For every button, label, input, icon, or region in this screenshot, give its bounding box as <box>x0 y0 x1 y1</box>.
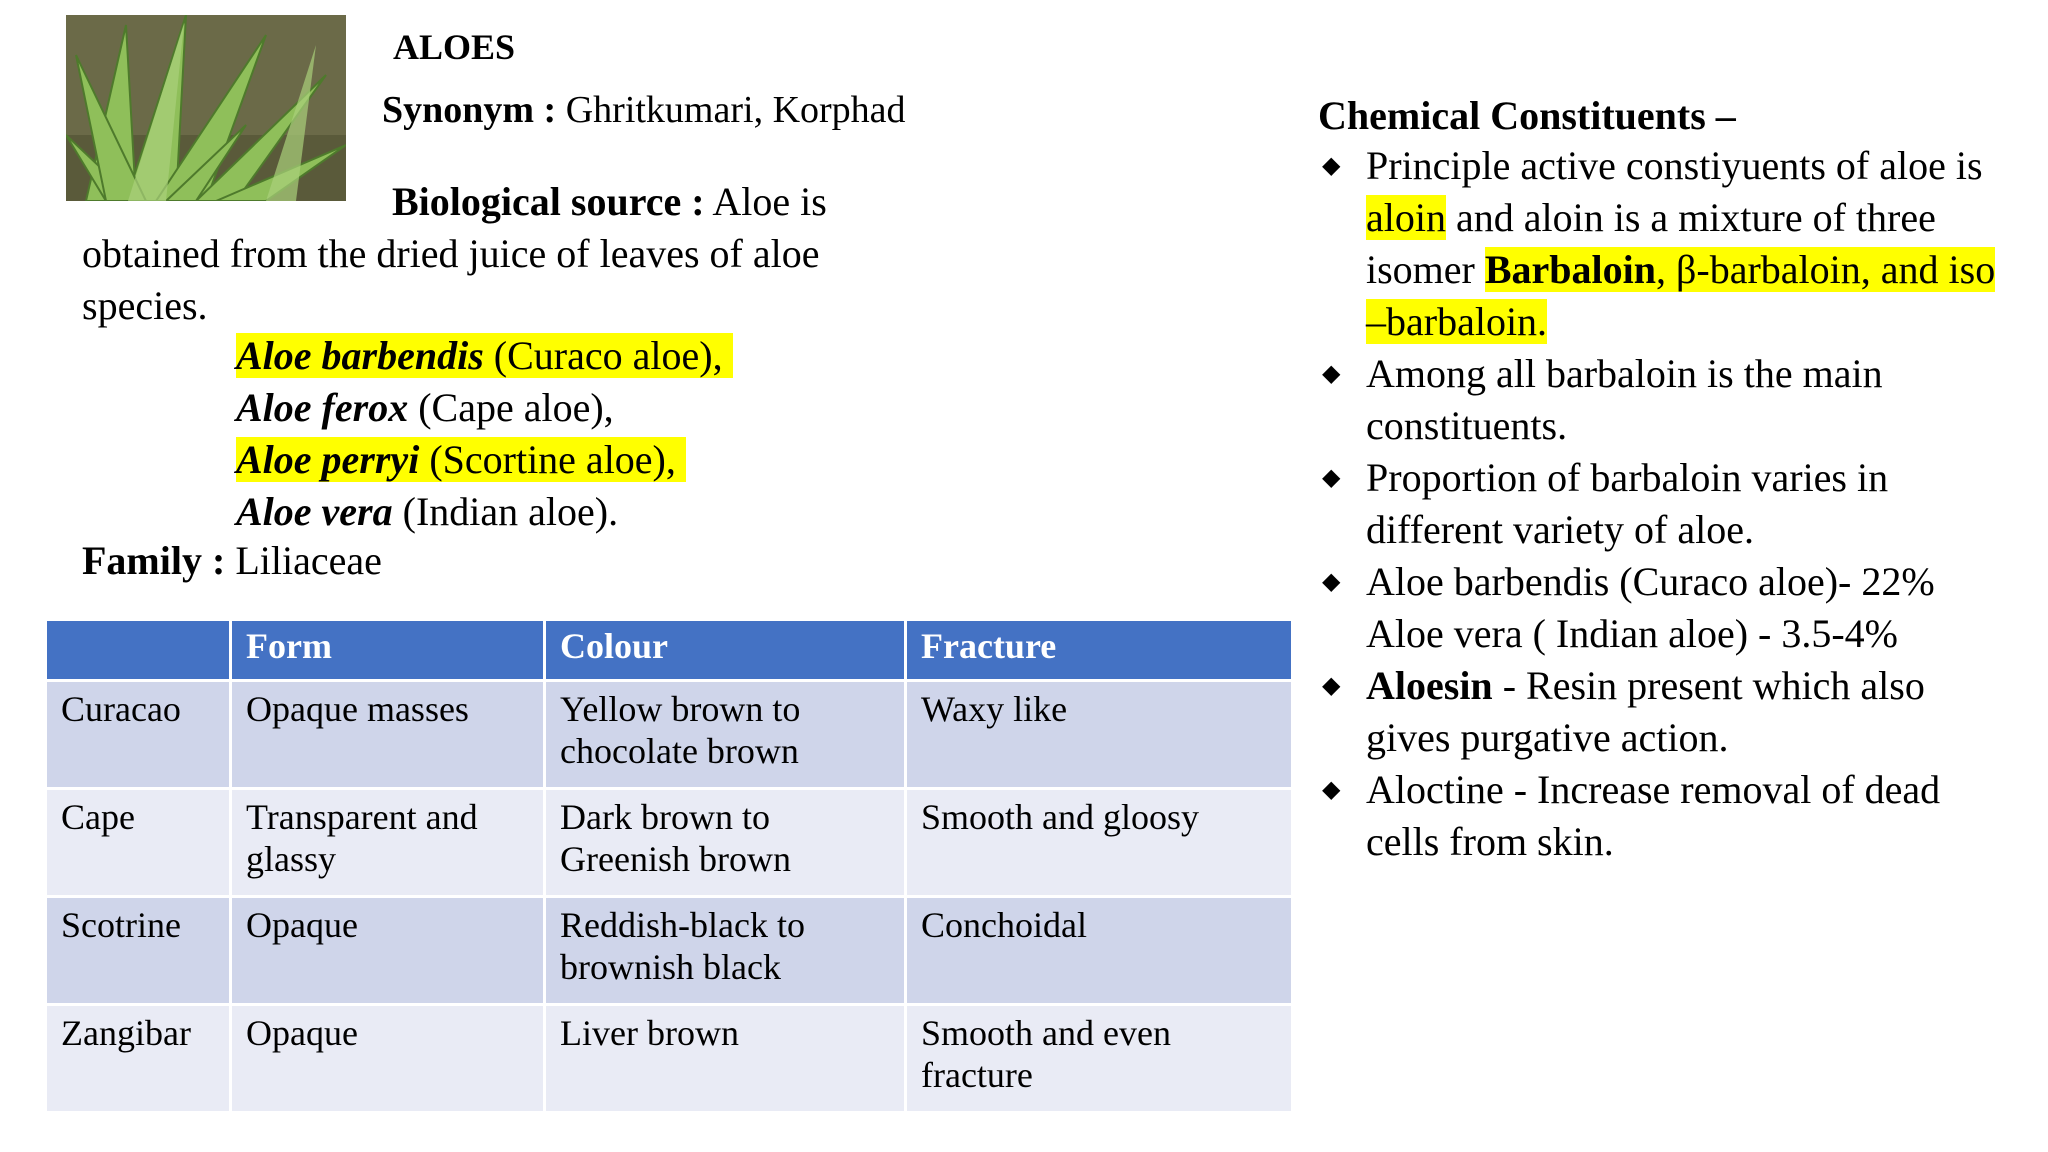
table-cell: Cape <box>46 789 231 897</box>
species-name: Aloe vera <box>236 489 393 534</box>
aloin-highlight: aloin <box>1366 195 1446 240</box>
synonym-label: Synonym : <box>382 89 557 131</box>
page-title: ALOES <box>393 27 516 67</box>
diamond-bullet-icon: ◆ <box>1322 673 1341 699</box>
table-cell: Waxy like <box>906 681 1293 789</box>
diamond-bullet-icon: ◆ <box>1322 569 1341 595</box>
constituent-text: Among all barbaloin is the main constituents. <box>1366 351 1883 448</box>
species-item <box>236 330 733 382</box>
table-cell: Reddish-black to brownish black <box>545 897 906 1005</box>
species-common: (Curaco aloe), <box>483 333 723 378</box>
chemical-constituents-heading: Chemical Constituents – <box>1318 93 1736 138</box>
family-label: Family : <box>82 538 226 583</box>
table-cell: Transparent and glassy <box>231 789 545 897</box>
synonym-line <box>382 88 906 132</box>
table-cell: Curacao <box>46 681 231 789</box>
biological-source-line2: obtained from the dried juice of leaves of aloe <box>82 231 820 276</box>
species-common: (Scortine aloe), <box>419 437 676 482</box>
aloe-plant-photo <box>66 15 346 201</box>
constituent-text: Proportion of barbaloin varies in different variety of aloe. <box>1366 455 1889 552</box>
biological-source-line1 <box>82 176 902 228</box>
species-item <box>236 486 733 538</box>
table-cell: Conchoidal <box>906 897 1293 1005</box>
diamond-bullet-icon: ◆ <box>1322 777 1341 803</box>
constituent-text: Aloe barbendis (Curaco aloe)- 22% <box>1366 559 1935 604</box>
family-value: Liliaceae <box>225 538 382 583</box>
chemical-constituents-list <box>1318 140 2018 868</box>
family-line <box>82 537 382 584</box>
table-row <box>46 681 1293 789</box>
species-common: (Indian aloe). <box>392 489 619 534</box>
table-cell: Opaque masses <box>231 681 545 789</box>
table-cell: Opaque <box>231 1005 545 1113</box>
list-item <box>1318 452 2018 556</box>
table-cell: Liver brown <box>545 1005 906 1113</box>
species-highlight <box>236 437 686 482</box>
table-cell: Smooth and gloosy <box>906 789 1293 897</box>
list-item <box>1318 660 2018 764</box>
constituent-text: - Resin present which also gives purgative action. <box>1366 663 1925 760</box>
species-name: Aloe perryi <box>236 437 420 482</box>
table-header-cell: Fracture <box>906 620 1293 681</box>
aloe-varieties-table <box>44 618 1294 1114</box>
table-cell: Scotrine <box>46 897 231 1005</box>
diamond-bullet-icon: ◆ <box>1322 361 1341 387</box>
aloesin-bold: Aloesin <box>1366 663 1493 708</box>
table-cell: Zangibar <box>46 1005 231 1113</box>
table-cell: Dark brown to Greenish brown <box>545 789 906 897</box>
diamond-bullet-icon: ◆ <box>1322 153 1341 179</box>
table-cell: Opaque <box>231 897 545 1005</box>
biological-source-line3: species. <box>82 283 208 328</box>
biological-source-text1: Aloe is <box>704 179 827 224</box>
table-row <box>46 897 1293 1005</box>
species-highlight <box>236 333 733 378</box>
species-common: (Cape aloe), <box>408 385 614 430</box>
biological-source-label: Biological source : <box>392 179 705 224</box>
biological-source-paragraph <box>82 176 902 332</box>
table-cell: Smooth and even fracture <box>906 1005 1293 1113</box>
table-row <box>46 1005 1293 1113</box>
diamond-bullet-icon: ◆ <box>1322 465 1341 491</box>
table-header-row <box>46 620 1293 681</box>
isomer-text: , β-barbaloin, and iso –barbaloin. <box>1366 247 1996 344</box>
list-item <box>1318 348 2018 452</box>
table-header-cell: Colour <box>545 620 906 681</box>
species-item <box>236 382 733 434</box>
constituent-text: Aloctine - Increase removal of dead cells from skin. <box>1366 767 1941 864</box>
table-header-cell <box>46 620 231 681</box>
species-item <box>236 434 733 486</box>
constituent-text: Aloe vera ( Indian aloe) - 3.5-4% <box>1366 611 1898 656</box>
table-header-cell: Form <box>231 620 545 681</box>
list-item <box>1318 140 2018 348</box>
list-item <box>1318 556 2018 660</box>
list-item <box>1318 764 2018 868</box>
synonym-value: Ghritkumari, Korphad <box>556 89 906 131</box>
aloe-plant-illustration <box>66 15 346 201</box>
barbaloin-bold: Barbaloin <box>1484 247 1657 292</box>
constituent-text: and aloin is a mixture of three isomer <box>1366 195 1936 292</box>
constituent-text: Principle active constiyuents of aloe is <box>1366 143 1983 188</box>
species-name: Aloe ferox <box>236 385 409 430</box>
table-cell: Yellow brown to chocolate brown <box>545 681 906 789</box>
species-list <box>236 330 733 538</box>
table-row <box>46 789 1293 897</box>
species-name: Aloe barbendis <box>236 333 484 378</box>
